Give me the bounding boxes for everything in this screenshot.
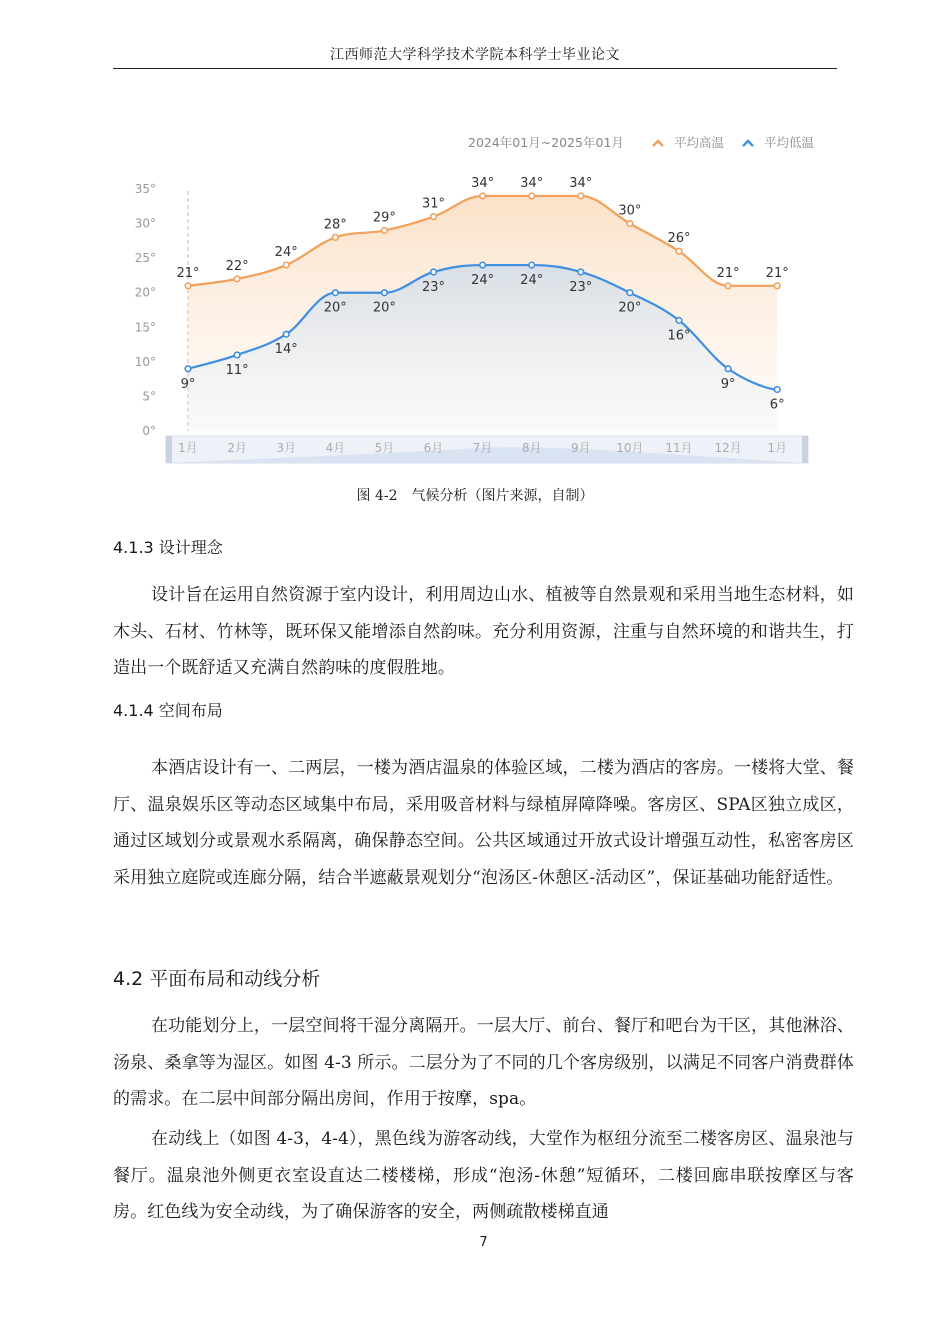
low-temp-point	[283, 331, 289, 337]
high-temp-point	[676, 248, 682, 254]
legend-high-icon	[653, 141, 663, 146]
x-tick-label: 8月	[521, 441, 542, 455]
x-tick-label: 4月	[325, 441, 346, 455]
low-temp-data-label: 24°	[520, 273, 544, 289]
high-temp-data-label: 22°	[225, 258, 249, 274]
y-tick-label: 15°	[134, 320, 156, 335]
high-temp-data-label: 34°	[569, 175, 593, 191]
header-rule	[113, 68, 837, 69]
x-tick-label: 1月	[767, 441, 788, 455]
high-temp-data-label: 31°	[421, 196, 446, 212]
low-temp-data-label: 11°	[225, 362, 249, 378]
high-temp-data-label: 21°	[716, 265, 740, 281]
x-tick-label: 3月	[276, 441, 297, 455]
low-temp-point	[529, 262, 535, 268]
chart-legend	[468, 135, 815, 150]
high-temp-point	[480, 193, 486, 199]
low-temp-point	[382, 290, 388, 296]
high-temp-point	[529, 193, 535, 199]
high-temp-data-label: 34°	[520, 175, 544, 191]
x-tick-label: 10月	[616, 441, 644, 455]
legend-low-label: 平均低温	[764, 135, 815, 150]
low-temp-point	[725, 366, 731, 372]
high-temp-data-label: 24°	[274, 245, 298, 261]
section-heading-space-layout: 4.1.4 空间布局	[113, 701, 223, 720]
low-temp-point	[234, 352, 240, 358]
high-temp-point	[185, 283, 191, 289]
figure-caption: 图 4-2 气候分析（图片来源，自制）	[356, 488, 594, 504]
low-temp-point	[627, 290, 633, 296]
high-temp-point	[578, 193, 584, 199]
low-temp-data-label: 14°	[274, 342, 298, 358]
high-temp-point	[382, 228, 388, 234]
x-tick-label: 11月	[665, 441, 693, 455]
high-temp-data-label: 21°	[176, 265, 200, 281]
low-temp-point	[774, 387, 780, 393]
low-temp-point	[676, 318, 682, 324]
page-number: 7	[479, 1235, 488, 1250]
climate-chart	[118, 125, 818, 470]
low-temp-data-label: 16°	[667, 328, 691, 344]
low-temp-data-label: 9°	[720, 376, 736, 392]
high-temp-point	[725, 283, 731, 289]
y-tick-label: 35°	[134, 182, 156, 196]
paragraph-plan-1: 在功能划分上，一层空间将干湿分离隔开。一层大厅、前台、餐厅和吧台为干区，其他淋浴、汤泉、桑拿等为湿区。如图 4-3 所示。二层分为了不同的几个客房级别，以满足不同客户消费群体的需求。在二层中间部分隔出房间，作用于按摩，spa。	[113, 1016, 854, 1110]
y-tick-label: 5°	[142, 389, 156, 404]
high-temp-point	[774, 283, 780, 289]
x-tick-label: 2月	[227, 441, 247, 455]
high-temp-data-label: 21°	[765, 265, 789, 281]
low-temp-data-label: 20°	[323, 300, 347, 316]
x-tick-label: 9月	[570, 441, 591, 455]
high-temp-point	[627, 221, 633, 227]
low-temp-data-label: 24°	[471, 273, 495, 289]
low-temp-point	[480, 262, 486, 268]
low-temp-point	[185, 366, 191, 372]
x-tick-label: 7月	[472, 441, 493, 455]
paragraph-design-concept: 设计旨在运用自然资源于室内设计，利用周边山水、植被等自然景观和采用当地生态材料，如木头、石材、竹林等，既环保又能增添自然韵味。充分利用资源，注重与自然环境的和谐共生，打造出一个既舒适又充满自然韵味的度假胜地。	[113, 585, 854, 679]
high-temp-data-label: 26°	[667, 231, 691, 247]
low-temp-data-label: 20°	[372, 300, 396, 316]
slider-handle-right[interactable]	[802, 436, 808, 463]
y-tick-label: 0°	[142, 424, 156, 438]
y-tick-label: 30°	[134, 216, 156, 231]
x-tick-label: 1月	[178, 441, 198, 455]
low-temp-point	[431, 269, 437, 275]
high-temp-data-label: 29°	[372, 210, 396, 226]
low-temp-data-label: 6°	[769, 397, 785, 413]
legend-high-label: 平均高温	[674, 135, 725, 150]
range-slider[interactable]	[166, 436, 808, 463]
high-temp-point	[431, 214, 437, 220]
running-header: 江西师范大学科学技术学院本科学士毕业论文	[330, 47, 620, 63]
low-temp-data-label: 20°	[618, 300, 642, 316]
slider-handle-left[interactable]	[166, 436, 172, 463]
high-temp-data-label: 30°	[618, 203, 642, 219]
x-tick-label: 6月	[423, 441, 444, 455]
high-temp-point	[234, 276, 240, 282]
section-heading-plan-layout: 4.2 平面布局和动线分析	[113, 968, 321, 990]
legend-low-icon	[743, 141, 753, 146]
high-temp-data-label: 28°	[323, 217, 347, 233]
high-temp-point	[283, 262, 289, 268]
x-tick-label: 5月	[374, 441, 395, 455]
date-range-label: 2024年01月~2025年01月	[468, 135, 624, 150]
low-temp-data-label: 9°	[180, 376, 196, 392]
high-temp-data-label: 34°	[471, 175, 495, 191]
paragraph-plan-2: 在动线上（如图 4-3，4-4），黑色线为游客动线，大堂作为枢纽分流至二楼客房区、温泉池与餐厅。温泉池外侧更衣室设直达二楼楼梯，形成“泡汤-休憩”短循环，二楼回廊串联按摩区与客房。红色线为安全动线，为了确保游客的安全，两侧疏散楼梯直通	[113, 1129, 854, 1223]
x-tick-label: 12月	[714, 441, 742, 455]
y-tick-label: 10°	[134, 354, 156, 369]
low-temp-data-label: 23°	[569, 279, 593, 295]
section-heading-design-concept: 4.1.3 设计理念	[113, 538, 223, 557]
paragraph-space-layout: 本酒店设计有一、二两层，一楼为酒店温泉的体验区域，二楼为酒店的客房。一楼将大堂、餐厅、温泉娱乐区等动态区域集中布局，采用吸音材料与绿植屏障降噪。客房区、SPA区独立成区，通过区域划分或景观水系隔离，确保静态空间。公共区域通过开放式设计增强互动性，私密客房区采用独立庭院或连廊分隔，结合半遮蔽景观划分“泡汤区-休憩区-活动区”，保证基础功能舒适性。	[113, 758, 854, 888]
high-temp-point	[333, 235, 339, 241]
low-temp-data-label: 23°	[421, 279, 446, 295]
low-temp-point	[333, 290, 339, 296]
y-tick-label: 25°	[134, 251, 156, 266]
y-tick-label: 20°	[134, 285, 156, 300]
low-temp-point	[578, 269, 584, 275]
